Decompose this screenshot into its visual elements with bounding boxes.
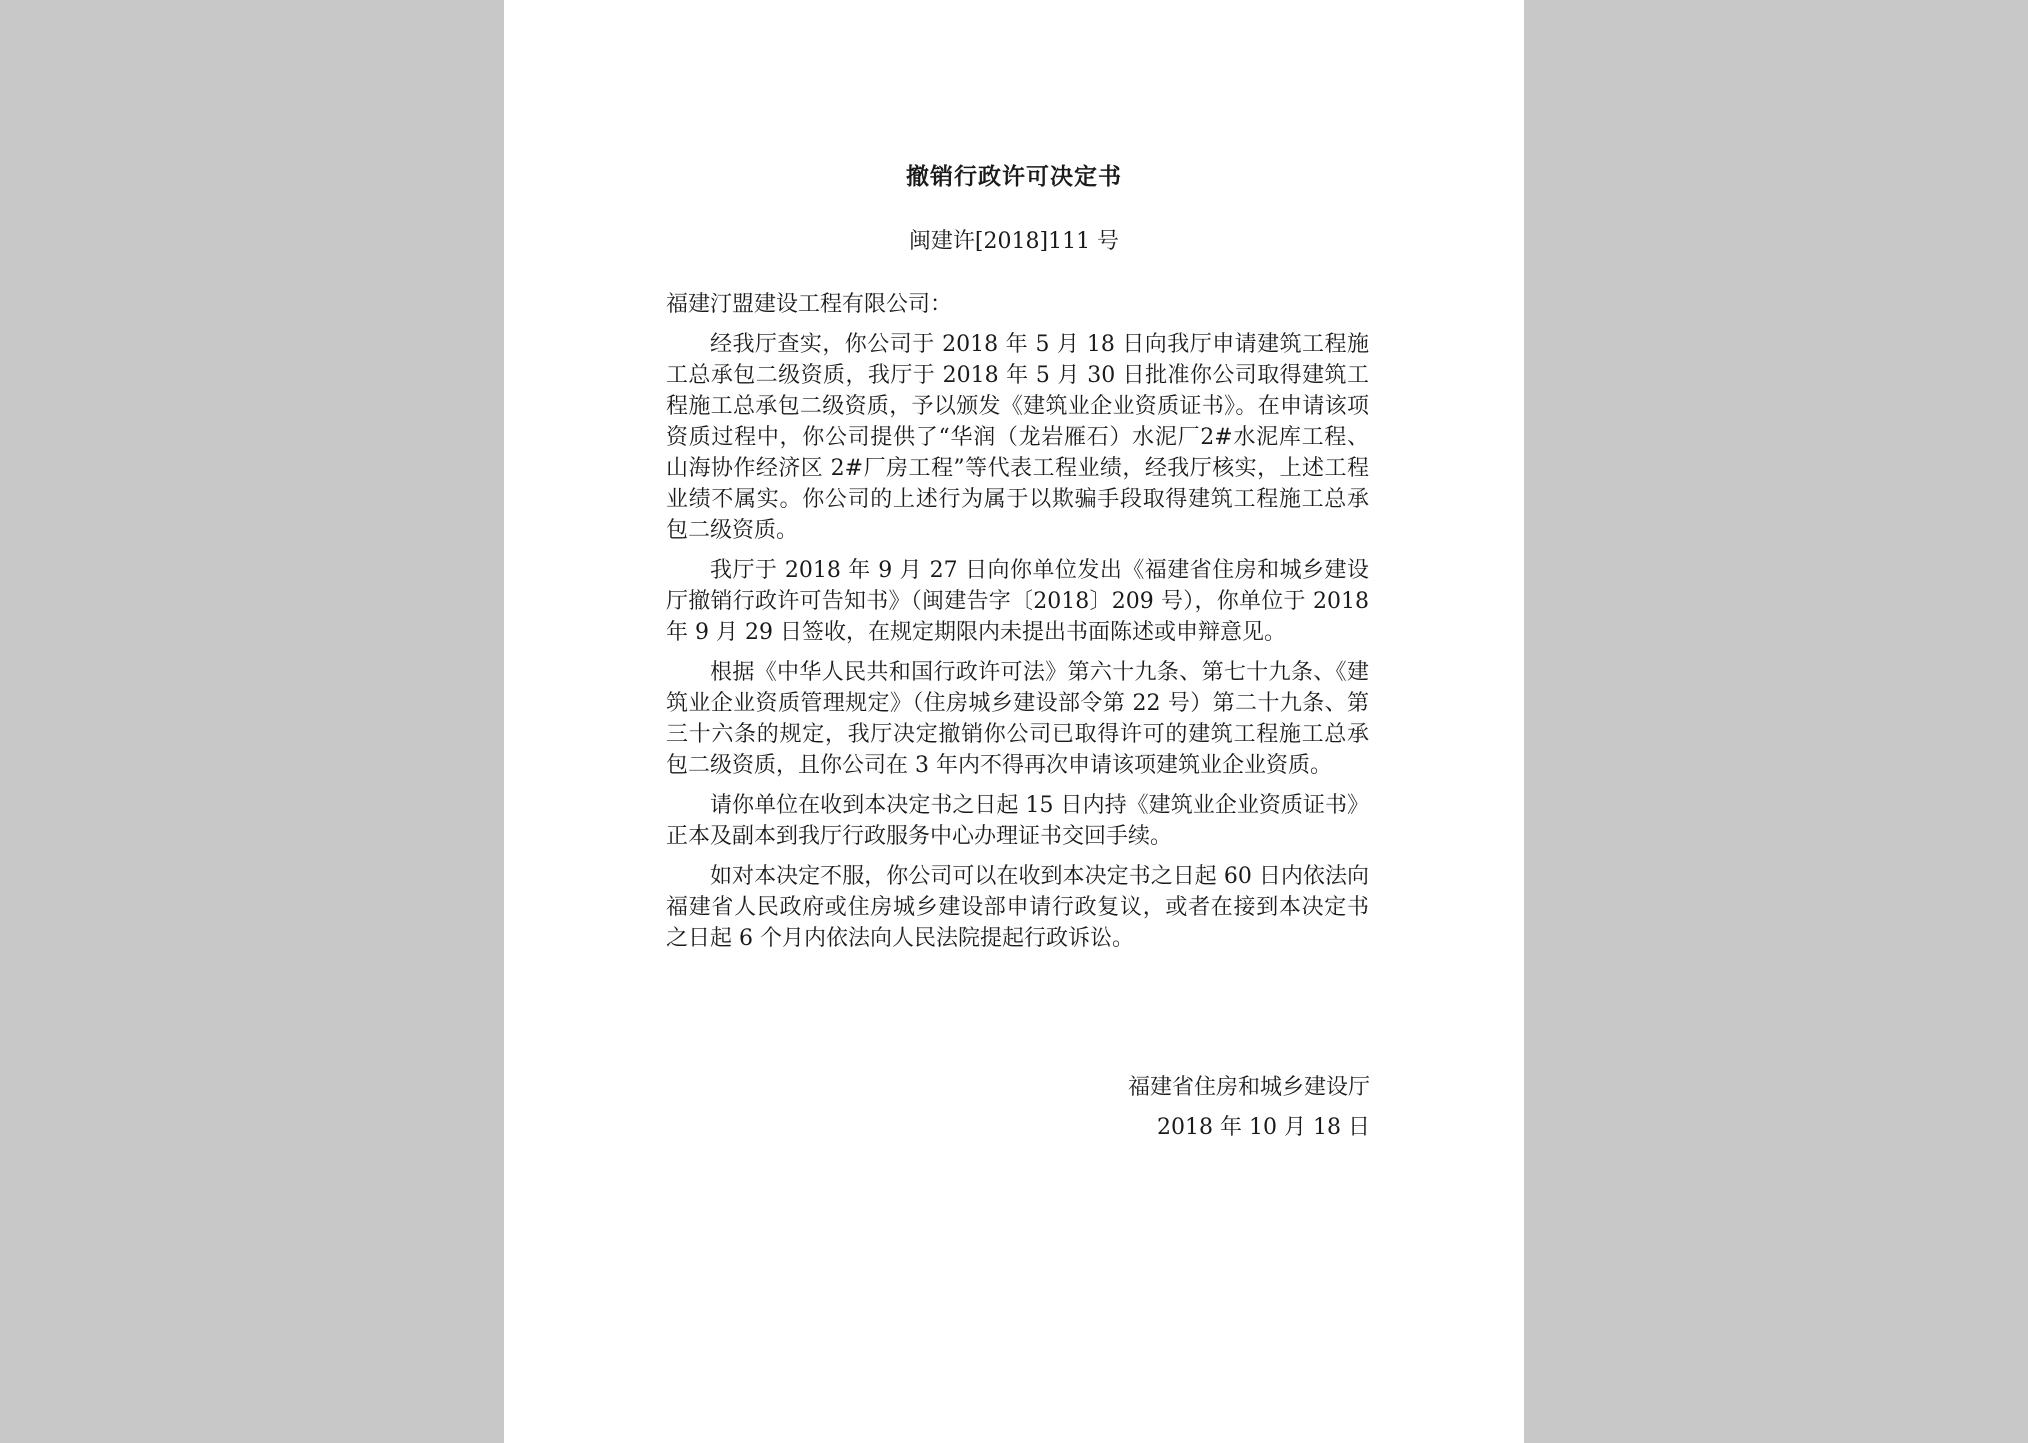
issue-date: 2018 年 10 月 18 日: [1157, 1115, 1370, 1140]
paragraph-appeal: 如对本决定不服，你公司可以在收到本决定书之日起 60 日内依法向福建省人民政府或住房城乡建设部申请行政复议，或者在接到本决定书之日起 6 个月内依法向人民法院提起行政诉讼。: [666, 864, 1369, 951]
paragraph-findings: 经我厅查实，你公司于 2018 年 5 月 18 日向我厅申请建筑工程施工总承包二级资质，我厅于 2018 年 5 月 30 日批准你公司取得建筑工程施工总承包二级资质，予以颁发《建筑业企业资质证书》。在申请该项资质过程中，你公司提供了“华润（龙岩雁石）水泥厂2#水泥库工程、山海协作经济区 2#厂房工程”等代表工程业绩，经我厅核实，上述工程业绩不属实。你公司的上述行为属于以欺骗手段取得建筑工程施工总承包二级资质。: [666, 332, 1369, 543]
document-body: [666, 289, 1369, 963]
paragraph-notice: 我厅于 2018 年 9 月 27 日向你单位发出《福建省住房和城乡建设厅撤销行政许可告知书》（闽建告字〔2018〕209 号），你单位于 2018 年 9 月 29 日签收，在规定期限内未提出书面陈述或申辩意见。: [666, 558, 1369, 645]
salutation: 福建汀盟建设工程有限公司：: [666, 292, 953, 317]
document-number: 闽建许[2018]111 号: [908, 229, 1120, 254]
signature-block: [1128, 1068, 1370, 1148]
document-page: [504, 0, 1524, 1443]
issuer-name: 福建省住房和城乡建设厅: [1127, 1075, 1370, 1100]
paragraph-decision: 根据《中华人民共和国行政许可法》第六十九条、第七十九条、《建筑业企业资质管理规定》（住房城乡建设部令第 22 号）第二十九条、第三十六条的规定，我厅决定撤销你公司已取得许可的建筑工程施工总承包二级资质，且你公司在 3 年内不得再次申请该项建筑业企业资质。: [666, 660, 1369, 778]
document-title: 撤销行政许可决定书: [906, 163, 1122, 190]
paragraph-certificate-return: 请你单位在收到本决定书之日起 15 日内持《建筑业企业资质证书》正本及副本到我厅行政服务中心办理证书交回手续。: [666, 793, 1369, 849]
